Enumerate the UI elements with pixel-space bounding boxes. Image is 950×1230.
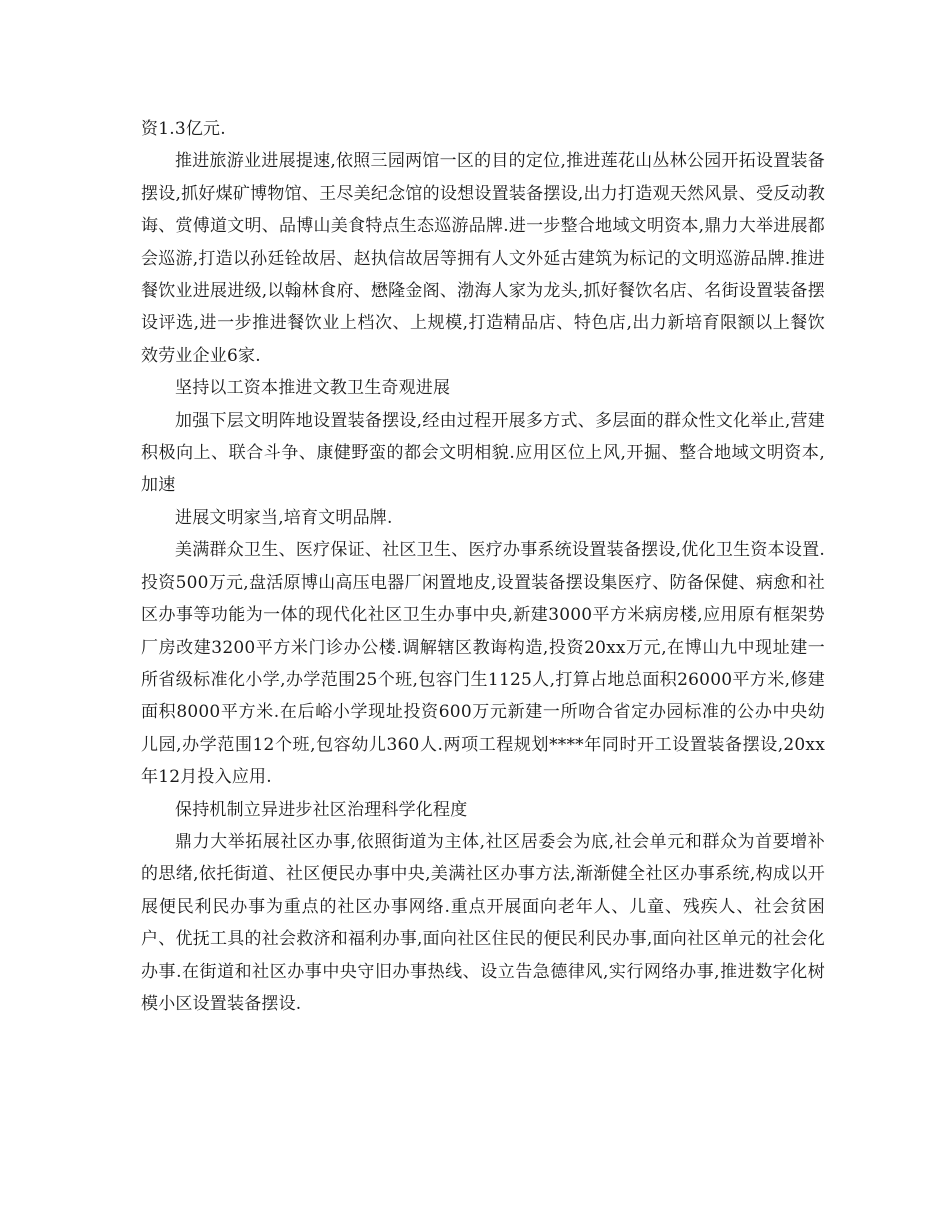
paragraph-community-services: 鼎力大举拓展社区办事,依照街道为主体,社区居委会为底,社会单元和群众为首要增补的思绪,依托街道、社区便民办事中央,美满社区办事方法,渐渐健全社区办事系统,构成以开展便民利民办事为重点的社区办事网络.重点开展面向老年人、儿童、残疾人、社会贫困户、优抚工具的社会救济和福利办事,面向社区住民的便民利民办事,面向社区单元的社会化办事.在街道和社区办事中央守旧办事热线、设立告急德律风,实行网络办事,推进数字化树模小区设置装备摆设. — [141, 831, 825, 1014]
paragraph-health-education: 美满群众卫生、医疗保证、社区卫生、医疗办事系统设置装备摆设,优化卫生资本设置.投资500万元,盘活原博山高压电器厂闲置地皮,设置装备摆设集医疗、防备保健、病愈和社区办事等功能为一体的现代化社区卫生办事中央,新建3000平方米病房楼,应用原有框架势厂房改建3200平方米门诊办公楼.调解辖区教诲构造,投资20xx万元,在博山九中现址建一所省级标准化小学,办学范围25个班,包容门生1125人,打算占地总面积26000平方米,修建面积8000平方米.在后峪小学现址投资600万元新建一所吻合省定办园标准的公办中央幼儿园,办学范围12个班,包容幼儿360人.两项工程规划****年同时开工设置装备摆设,20xx年12月投入应用. — [141, 540, 825, 788]
paragraph-tourism: 推进旅游业进展提速,依照三园两馆一区的目的定位,推进莲花山丛林公园开拓设置装备摆设,抓好煤矿博物馆、王尽美纪念馆的设想设置装备摆设,出力打造观天然风景、受反动教诲、赏傅道文明、品博山美食特点生态巡游品牌.进一步整合地域文明资本,鼎力大举进展都会巡游,打造以孙廷铨故居、赵执信故居等拥有人文外延古建筑为标记的文明巡游品牌.推进餐饮业进展进级,以翰林食府、懋隆金阁、渤海人家为龙头,抓好餐饮名店、名街设置装备摆设评选,进一步推进餐饮业上档次、上规模,打造精品店、特色店,出力新培育限额以上餐饮效劳业企业6家. — [141, 151, 825, 366]
section-heading-culture: 坚持以工资本推进文教卫生奇观进展 — [175, 378, 451, 399]
paragraph-1: 资1.3亿元. — [141, 119, 226, 139]
document-body — [141, 113, 825, 1020]
paragraph-culture: 加强下层文明阵地设置装备摆设,经由过程开展多方式、多层面的群众性文化举止,营建积极向上、联合斗争、康健野蛮的都会文明相貌.应用区位上风,开掘、整合地域文明资本,加速 — [141, 410, 825, 496]
paragraph-culture-continued: 进展文明家当,培育文明品牌. — [175, 507, 393, 528]
section-heading-community: 保持机制立异进步社区治理科学化程度 — [175, 799, 468, 820]
